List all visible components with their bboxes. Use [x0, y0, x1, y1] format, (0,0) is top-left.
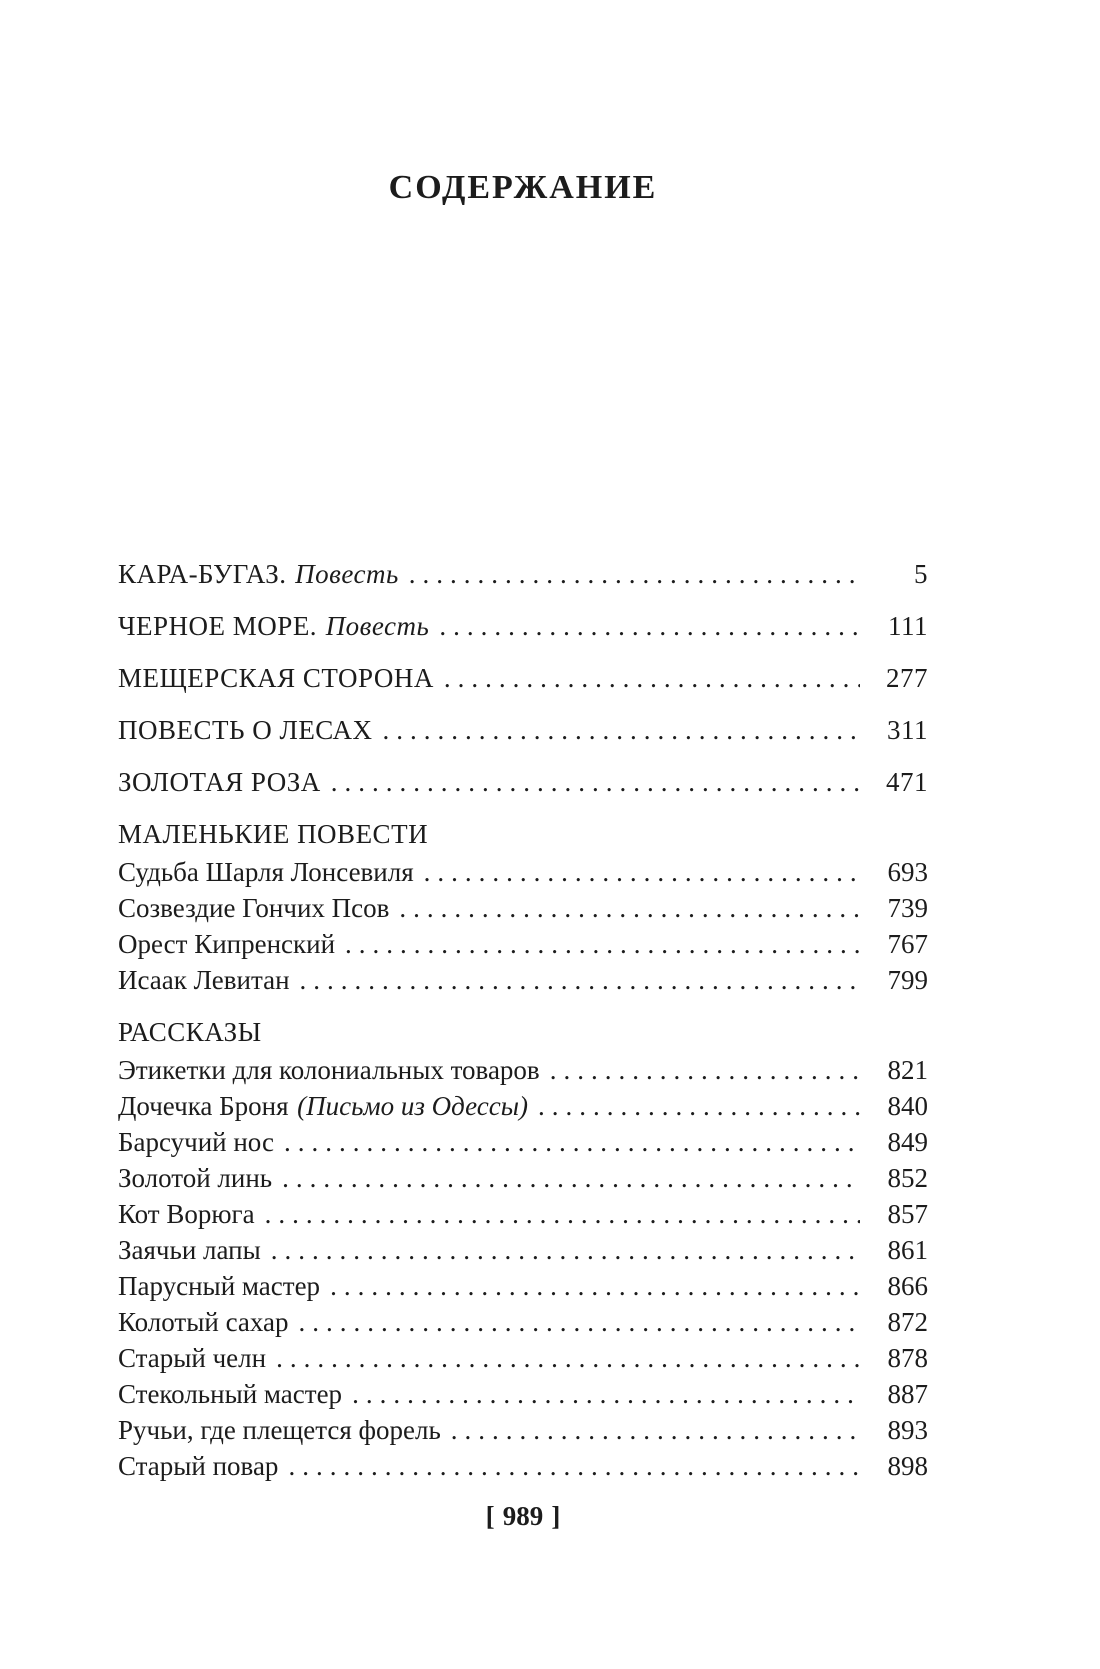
dot-leader	[288, 1448, 860, 1484]
dot-leader	[330, 1268, 860, 1304]
entry-title: ЗОЛОТАЯ РОЗА	[118, 767, 321, 797]
entry-page-number: 5	[914, 559, 928, 589]
entry-title: Заячьи лапы	[118, 1235, 261, 1265]
entry-title: Кот Ворюга	[118, 1199, 255, 1229]
toc-entry	[118, 962, 928, 998]
book-page	[118, 0, 928, 1534]
toc-entry	[118, 1196, 928, 1232]
entry-title: Стекольный мастер	[118, 1379, 343, 1409]
entry-title: Старый повар	[118, 1451, 279, 1481]
entry-page-number: 866	[887, 1271, 928, 1301]
entry-title: Этикетки для колониальных товаров	[118, 1055, 540, 1085]
toc-section-heading	[118, 816, 928, 852]
page-title: СОДЕРЖАНИЕ	[388, 169, 658, 206]
entry-page-number: 277	[886, 663, 928, 693]
toc-entry	[118, 1268, 928, 1304]
folio-bracket-right: ]	[551, 1501, 561, 1531]
dot-leader	[300, 962, 860, 998]
toc-section-heading	[118, 1014, 928, 1050]
dot-leader	[331, 764, 860, 800]
entry-page-number: 693	[887, 857, 928, 887]
entry-page-number: 857	[887, 1199, 928, 1229]
toc-entry	[118, 1340, 928, 1376]
folio-bracket-left: [	[485, 1501, 495, 1531]
entry-page-number: 893	[887, 1415, 928, 1445]
entry-title: Исаак Левитан	[118, 965, 290, 995]
entry-subtitle: Повесть	[325, 611, 430, 641]
toc-entry	[118, 608, 928, 644]
dot-leader	[276, 1340, 860, 1376]
toc-entry	[118, 1088, 928, 1124]
entry-page-number: 861	[887, 1235, 928, 1265]
entry-title: ПОВЕСТЬ О ЛЕСАХ	[118, 715, 373, 745]
entry-page-number: 821	[887, 1055, 928, 1085]
dot-leader	[424, 854, 860, 890]
toc-entry	[118, 1232, 928, 1268]
dot-leader	[444, 660, 860, 696]
dot-leader	[282, 1160, 860, 1196]
toc-entry	[118, 1412, 928, 1448]
entry-page-number: 311	[887, 715, 928, 745]
dot-leader	[538, 1088, 860, 1124]
toc-entry	[118, 1376, 928, 1412]
dot-leader	[265, 1196, 860, 1232]
dot-leader	[284, 1124, 860, 1160]
toc-entry	[118, 556, 928, 592]
toc-entry	[118, 660, 928, 696]
toc-entry	[118, 764, 928, 800]
entry-subtitle: Повесть	[295, 559, 399, 589]
entry-title: Золотой линь	[118, 1163, 273, 1193]
entry-title: КАРА-БУГАЗ.	[118, 559, 287, 589]
dot-leader	[439, 608, 860, 644]
dot-leader	[271, 1232, 860, 1268]
entry-title: МЕЩЕРСКАЯ СТОРОНА	[118, 663, 434, 693]
entry-title: Старый челн	[118, 1343, 267, 1373]
toc-entry	[118, 712, 928, 748]
toc-entry	[118, 926, 928, 962]
toc-entry	[118, 854, 928, 890]
toc-entry	[118, 890, 928, 926]
entry-title: Судьба Шарля Лонсевиля	[118, 857, 414, 887]
entry-title: Ручьи, где плещется форель	[118, 1415, 441, 1445]
entry-page-number: 799	[887, 965, 928, 995]
entry-subtitle: (Письмо из Одессы)	[297, 1091, 529, 1121]
entry-title: ЧЕРНОЕ МОРЕ.	[118, 611, 318, 641]
entry-title: Колотый сахар	[118, 1307, 289, 1337]
dot-leader	[399, 890, 860, 926]
entry-page-number: 739	[887, 893, 928, 923]
dot-leader	[451, 1412, 860, 1448]
dot-leader	[345, 926, 860, 962]
folio-page-number: 989	[502, 1501, 544, 1531]
toc-entry	[118, 1448, 928, 1484]
entry-page-number: 887	[887, 1379, 928, 1409]
entry-page-number: 898	[887, 1451, 928, 1481]
entry-page-number: 111	[888, 611, 928, 641]
entry-page-number: 840	[887, 1091, 928, 1121]
entry-title: РАССКАЗЫ	[118, 1017, 262, 1047]
entry-page-number: 878	[887, 1343, 928, 1373]
toc-entry	[118, 1052, 928, 1088]
page-footer	[118, 1498, 928, 1534]
entry-title: Парусный мастер	[118, 1271, 321, 1301]
entry-page-number: 849	[887, 1127, 928, 1157]
dot-leader	[299, 1304, 861, 1340]
entry-title: Созвездие Гончих Псов	[118, 893, 390, 923]
entry-title: МАЛЕНЬКИЕ ПОВЕСТИ	[118, 819, 429, 849]
dot-leader	[409, 556, 860, 592]
entry-page-number: 471	[886, 767, 928, 797]
entry-page-number: 852	[887, 1163, 928, 1193]
toc-entry	[118, 1124, 928, 1160]
entry-title: Орест Кипренский	[118, 929, 336, 959]
toc-list	[118, 556, 928, 1484]
entry-title: Барсучий нос	[118, 1127, 274, 1157]
dot-leader	[382, 712, 860, 748]
toc-entry	[118, 1304, 928, 1340]
entry-title: Дочечка Броня	[118, 1091, 289, 1121]
entry-page-number: 872	[887, 1307, 928, 1337]
dot-leader	[550, 1052, 860, 1088]
dot-leader	[352, 1376, 860, 1412]
toc-entry	[118, 1160, 928, 1196]
entry-page-number: 767	[887, 929, 928, 959]
